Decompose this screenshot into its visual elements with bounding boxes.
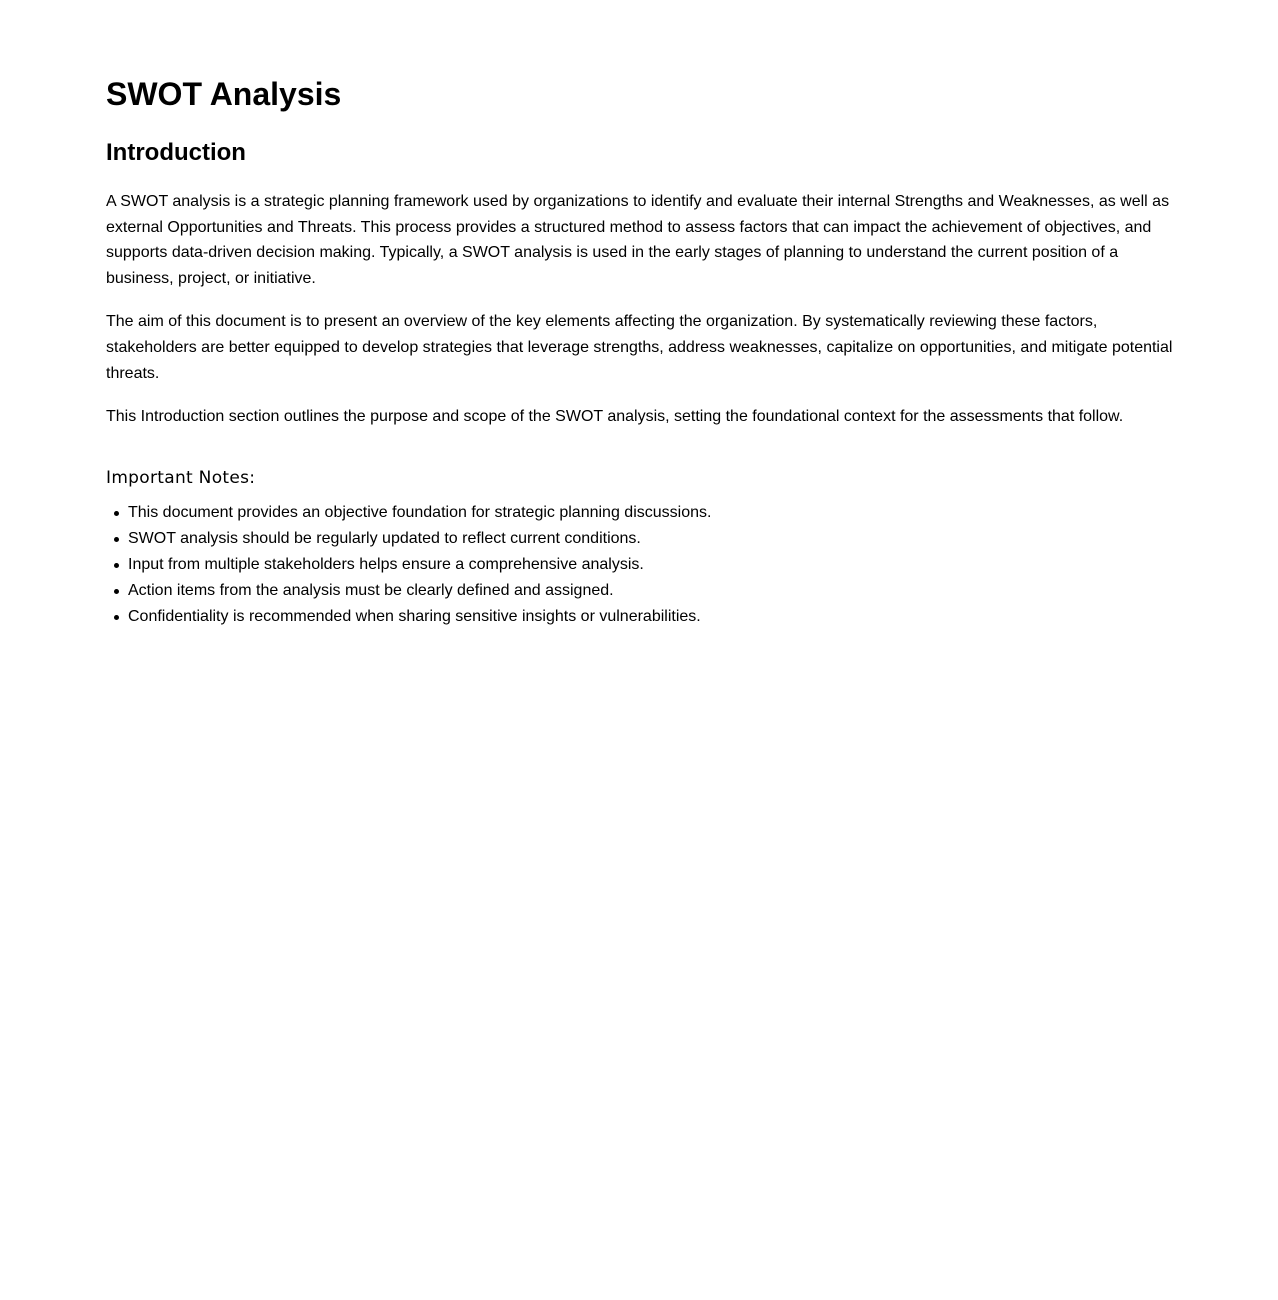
list-item: This document provides an objective foundation for strategic planning discussions.	[128, 500, 1178, 526]
list-item: SWOT analysis should be regularly updated to reflect current conditions.	[128, 526, 1178, 552]
introduction-paragraph: A SWOT analysis is a strategic planning framework used by organizations to identify and evaluate their internal Strengths and Weaknesses, as well as external Opportunities and Threats. This process provides a structured method to assess factors that can impact the achievement of objectives, and supports data-driven decision making. Typically, a SWOT analysis is used in the early stages of planning to understand the current position of a business, project, or initiative.	[106, 193, 1170, 287]
important-notes-heading: Important Notes:	[106, 467, 256, 488]
list-item: Input from multiple stakeholders helps ensure a comprehensive analysis.	[128, 552, 1178, 578]
introduction-paragraph: The aim of this document is to present an overview of the key elements affecting the organization. By systematically reviewing these factors, stakeholders are better equipped to develop strategies that leverage strengths, address weaknesses, capitalize on opportunities, and mitigate potential threats.	[106, 313, 1173, 382]
introduction-heading: Introduction	[106, 139, 246, 166]
document-title: SWOT Analysis	[106, 76, 342, 112]
important-notes-list	[106, 500, 1178, 630]
introduction-paragraph: This Introduction section outlines the purpose and scope of the SWOT analysis, setting the foundational context for the assessments that follow.	[106, 408, 1124, 426]
important-notes-section	[106, 466, 1178, 630]
list-item: Action items from the analysis must be clearly defined and assigned.	[128, 578, 1178, 604]
list-item: Confidentiality is recommended when sharing sensitive insights or vulnerabilities.	[128, 604, 1178, 630]
introduction-section	[106, 138, 1178, 430]
